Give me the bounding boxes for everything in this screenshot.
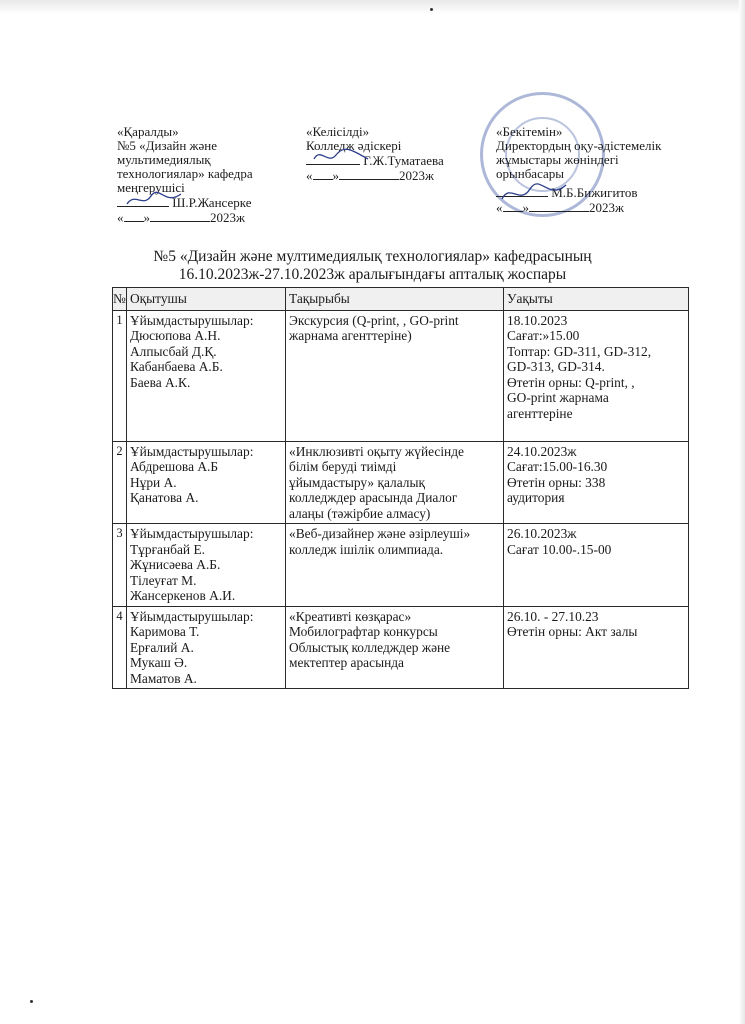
time-line: 24.10.2023ж	[507, 443, 577, 459]
approval-line: №5 «Дизайн және	[117, 138, 218, 153]
date-line	[306, 168, 476, 183]
date-open-quote: «	[306, 168, 313, 183]
time-line: Өтетін орны: Акт залы	[507, 624, 638, 639]
time-line: Топтар: GD-311, GD-312,	[507, 343, 652, 359]
table-row	[113, 606, 689, 689]
topic-line: білім беруді тиімді	[289, 459, 397, 474]
approval-line: жұмыстары жөніндегі	[496, 152, 619, 167]
cell-teacher	[127, 441, 286, 524]
date-close-quote: »	[143, 210, 150, 225]
time-line: 26.10. - 27.10.23	[507, 608, 599, 624]
signature-scribble	[312, 145, 372, 167]
header-number: №	[113, 288, 127, 311]
topic-line: мектептер арасында	[289, 655, 404, 670]
row-number: 1	[113, 310, 127, 441]
header-time: Уақыты	[504, 288, 689, 311]
approval-line: технологиялар» кафедра	[117, 166, 253, 181]
topic-line: Экскурсия (Q-print, , GO-print	[289, 312, 459, 328]
date-open-quote: «	[496, 200, 503, 215]
teacher-line: Жансеркенов А.И.	[130, 588, 236, 603]
topic-line: Мобилографтар конкурсы	[289, 624, 438, 639]
cell-topic	[286, 606, 504, 689]
time-line: аудитория	[507, 490, 565, 505]
date-line	[117, 210, 287, 225]
teacher-line: Ерғалий А.	[130, 639, 194, 655]
time-line: Сағат:»15.00	[507, 328, 580, 343]
scan-speck	[30, 1000, 33, 1003]
time-line: GD-313, GD-314.	[507, 359, 605, 374]
header-topic: Тақырыбы	[286, 288, 504, 311]
cell-topic	[286, 441, 504, 524]
approval-line: «Қаралды»	[117, 124, 179, 139]
teacher-line: Абдрешова А.Б	[130, 459, 219, 474]
time-line: Сағат:15.00-16.30	[507, 459, 608, 474]
cell-topic	[286, 310, 504, 441]
teacher-line: Мукаш Ә.	[130, 655, 188, 670]
header-teacher: Оқытушы	[127, 288, 286, 311]
teacher-line: Кабанбаева А.Б.	[130, 359, 223, 374]
document-subtitle: 16.10.2023ж-27.10.2023ж аралығындағы апталық жоспары	[178, 266, 567, 283]
table-row	[113, 524, 689, 607]
cell-teacher	[127, 524, 286, 607]
teacher-line: Ұйымдастырушылар:	[130, 312, 254, 328]
teacher-line: Нұри А.	[130, 474, 177, 490]
date-open-quote: «	[117, 210, 124, 225]
teacher-line: Ұйымдастырушылар:	[130, 608, 254, 624]
topic-line: алаңы (тәжірбие алмасу)	[289, 505, 431, 521]
signer-name: Ш.Р.Жансерке	[172, 195, 252, 210]
date-month-blank	[150, 210, 210, 222]
cell-topic	[286, 524, 504, 607]
signer-name: Г.Ж.Туматаева	[363, 153, 444, 168]
date-month-blank	[339, 168, 399, 180]
time-line: Өтетін орны: Q-print, ,	[507, 374, 635, 390]
time-line: Өтетін орны: 338	[507, 474, 606, 490]
topic-line: жарнама агенттеріне)	[289, 328, 412, 343]
row-number: 2	[113, 441, 127, 524]
cell-time	[504, 524, 689, 607]
teacher-line: Каримова Т.	[130, 624, 200, 639]
date-day-blank	[313, 168, 333, 180]
teacher-line: Баева А.К.	[130, 374, 191, 390]
teacher-line: Дюсюпова А.Н.	[130, 328, 221, 343]
approval-line: орынбасары	[496, 166, 565, 181]
approval-line: Колледж әдіскері	[306, 138, 402, 153]
date-close-quote: »	[522, 200, 529, 215]
teacher-line: Ұйымдастырушылар:	[130, 443, 254, 459]
approval-line: меңгерушісі	[117, 180, 185, 195]
signer-name: М.Б.Бижигитов	[551, 185, 638, 200]
date-year: 2023ж	[399, 168, 434, 183]
table-body	[113, 310, 689, 689]
topic-line: колледждер арасында Диалог	[289, 490, 458, 505]
weekly-plan-table	[112, 287, 689, 689]
teacher-line: Тілеуғат М.	[130, 572, 197, 588]
date-year: 2023ж	[589, 200, 624, 215]
topic-line: колледж ішілік олимпиада.	[289, 541, 444, 557]
approval-line: мультимедиялық	[117, 152, 211, 167]
approval-approved	[496, 125, 686, 215]
time-line: GO-print жарнама	[507, 390, 609, 405]
table-row	[113, 441, 689, 524]
signature-scribble	[500, 181, 570, 207]
topic-line: ұйымдастыру» қалалық	[289, 474, 425, 490]
approval-agreed	[306, 125, 476, 183]
teacher-line: Тұрғанбай Е.	[130, 541, 205, 557]
teacher-line: Ұйымдастырушылар:	[130, 526, 254, 541]
approval-line: Директордың оқу-әдістемелік	[496, 138, 662, 153]
topic-line: «Инклюзивті оқыту жүйесінде	[289, 443, 464, 459]
time-line: 18.10.2023	[507, 312, 568, 328]
cell-teacher	[127, 606, 286, 689]
signature-scribble	[125, 188, 185, 210]
table-row	[113, 310, 689, 441]
teacher-line: Алпысбай Д.Қ.	[130, 343, 217, 359]
document-title: №5 «Дизайн және мултимедиялық технологиялар» кафедрасының	[153, 248, 592, 265]
date-close-quote: »	[332, 168, 339, 183]
time-line: агенттеріне	[507, 405, 573, 421]
cell-teacher	[127, 310, 286, 441]
scan-right-edge	[739, 0, 745, 1024]
time-line: Сағат 10.00-.15-00	[507, 541, 612, 557]
approval-line: «Бекітемін»	[496, 124, 563, 139]
row-number: 4	[113, 606, 127, 689]
cell-time	[504, 310, 689, 441]
table-header-row	[113, 288, 689, 311]
row-number: 3	[113, 524, 127, 607]
teacher-line: Қанатова А.	[130, 490, 199, 505]
topic-line: Облыстық колледждер және	[289, 639, 451, 655]
time-line: 26.10.2023ж	[507, 526, 577, 541]
approval-reviewed	[117, 125, 287, 225]
date-year: 2023ж	[210, 210, 245, 225]
approval-line: «Келісілді»	[306, 124, 370, 139]
cell-time	[504, 441, 689, 524]
scan-top-edge	[0, 0, 745, 14]
teacher-line: Жұнисәева А.Б.	[130, 557, 221, 572]
topic-line: «Креативті көзқарас»	[289, 608, 412, 624]
scan-speck	[430, 8, 433, 11]
cell-time	[504, 606, 689, 689]
topic-line: «Веб-дизайнер және әзірлеуші»	[289, 526, 471, 541]
date-day-blank	[124, 210, 144, 222]
teacher-line: Маматов А.	[130, 670, 197, 686]
